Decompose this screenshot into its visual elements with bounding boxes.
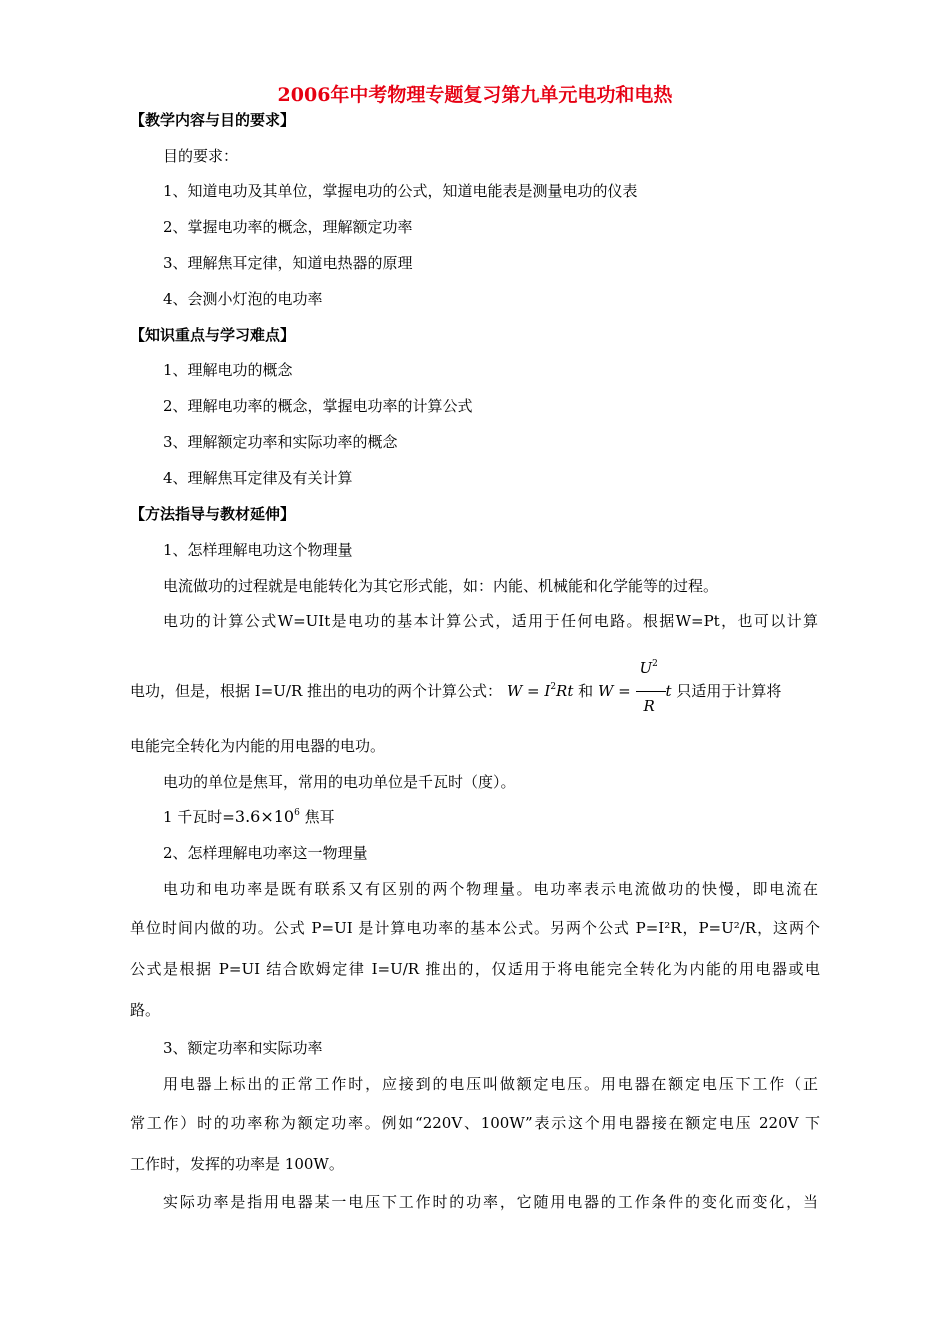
key-point-item: 2、理解电功率的概念，掌握电功率的计算公式 <box>163 397 473 415</box>
formula-symbol: U <box>639 659 653 677</box>
key-point-item: 1、理解电功的概念 <box>163 361 293 379</box>
section-heading-key-points: 【知识重点与学习难点】 <box>130 326 296 344</box>
paragraph: 电能完全转化为内能的用电器的电功。 <box>130 737 386 755</box>
requirement-item: 3、理解焦耳定律，知道电热器的原理 <box>163 254 413 272</box>
formula-symbol: W <box>506 682 523 700</box>
section-heading-method-guidance: 【方法指导与教材延伸】 <box>130 505 296 523</box>
requirement-item: 4、会测小灯泡的电功率 <box>163 290 323 308</box>
requirement-item: 2、掌握电功率的概念，理解额定功率 <box>163 218 413 236</box>
fraction <box>636 659 666 715</box>
paragraph: 常工作）时的功率称为额定功率。例如“220V、100W”表示这个用电器接在额定电压 220V 下 <box>130 1114 820 1132</box>
formula-conjunction: 和 <box>578 682 594 700</box>
formula-note: 只适用于计算将 <box>676 682 782 700</box>
formula-symbol: = <box>527 682 540 700</box>
paragraph: 实际功率是指用电器某一电压下工作时的功率，它随用电器的工作条件的变化而变化，当 <box>163 1193 818 1211</box>
formula-line <box>130 659 820 715</box>
formula-intro: 电功，但是，根据 I=U/R 推出的电功的两个计算公式： <box>130 682 503 700</box>
subheading-rated-power: 3、额定功率和实际功率 <box>163 1039 323 1057</box>
paragraph: 单位时间内做的功。公式 P=UI 是计算电功率的基本公式。另两个公式 P=I²R，P=U²/R，这两个 <box>130 919 820 937</box>
requirement-item: 1、知道电功及其单位，掌握电功的公式，知道电能表是测量电功的仪表 <box>163 182 638 200</box>
subheading-electric-work: 1、怎样理解电功这个物理量 <box>163 541 353 559</box>
unit-conversion <box>163 807 335 830</box>
conversion-unit: 焦耳 <box>304 808 335 826</box>
document-title: 2006年中考物理专题复习第九单元电功和电热 <box>277 84 673 106</box>
superscript: 6 <box>294 808 300 818</box>
conversion-base: 10 <box>273 807 295 826</box>
superscript: 2 <box>652 659 658 669</box>
fraction-bar <box>636 691 666 692</box>
fraction-denominator: R <box>643 697 655 715</box>
key-point-item: 3、理解额定功率和实际功率的概念 <box>163 433 398 451</box>
formula-voltage-work <box>597 659 676 715</box>
formula-symbol: I <box>544 682 551 700</box>
paragraph: 电流做功的过程就是电能转化为其它形式能，如：内能、机械能和化学能等的过程。 <box>163 577 719 595</box>
paragraph: 用电器上标出的正常工作时，应接到的电压叫做额定电压。用电器在额定电压下工作（正 <box>163 1075 818 1093</box>
fraction-numerator <box>640 658 658 681</box>
formula-symbol: = <box>618 682 631 700</box>
paragraph: 路。 <box>130 1001 161 1019</box>
requirements-intro: 目的要求： <box>163 147 239 165</box>
formula-symbol: Rt <box>556 682 574 700</box>
times-sign: × <box>260 807 274 826</box>
paragraph: 电功和电功率是既有联系又有区别的两个物理量。电功率表示电流做功的快慢，即电流在 <box>163 880 818 898</box>
paragraph: 公式是根据 P=UI 结合欧姆定律 I=U/R 推出的，仅适用于将电能完全转化为内能的用电器或电 <box>130 960 820 978</box>
paragraph: 工作时，发挥的功率是 100W。 <box>130 1155 344 1173</box>
conversion-label: 1 千瓦时= <box>163 808 235 826</box>
section-heading-teaching-content: 【教学内容与目的要求】 <box>130 111 296 129</box>
subheading-electric-power: 2、怎样理解电功率这一物理量 <box>163 844 368 862</box>
formula-symbol: t <box>665 682 672 700</box>
superscript: 2 <box>550 682 557 692</box>
conversion-value: 3.6 <box>234 807 261 826</box>
key-point-item: 4、理解焦耳定律及有关计算 <box>163 469 353 487</box>
paragraph: 电功的单位是焦耳，常用的电功单位是千瓦时（度）。 <box>163 773 516 791</box>
paragraph: 电功的计算公式W=UIt是电功的基本计算公式，适用于任何电路。根据W=Pt，也可以计算 <box>163 612 818 630</box>
formula-symbol: W <box>597 682 614 700</box>
formula-joule-work <box>507 682 578 700</box>
